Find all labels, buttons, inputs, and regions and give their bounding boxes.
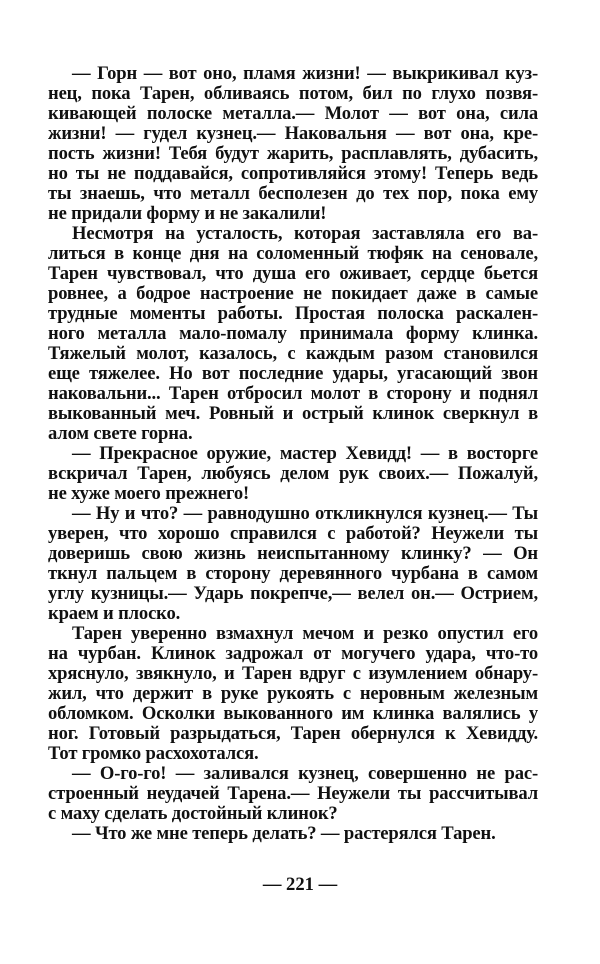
text-line: не придали форму и не закалили!: [48, 203, 327, 224]
text-line: краем и плоско.: [48, 603, 181, 624]
text-line: ровнее, а бодрое настроение не покидает даже в самые: [48, 283, 538, 304]
text-line: кивающей полоске металла.— Молот — вот она, сила: [48, 103, 538, 124]
text-line: Тарен уверенно взмахнул мечом и резко опустил его: [72, 623, 538, 644]
page-number: — 221 —: [262, 874, 338, 895]
text-line: пость жизни! Тебя будут жарить, расплавлять, дубасить,: [48, 143, 538, 164]
book-page-text: [48, 64, 538, 844]
text-line: обломком. Осколки выкованного им клинка валялись у: [48, 703, 538, 724]
text-line: — Ну и что? — равнодушно откликнулся кузнец.— Ты: [72, 503, 538, 524]
text-line: алом свете горна.: [48, 423, 193, 444]
text-line: — Прекрасное оружие, мастер Хевидд! — в восторге: [72, 443, 538, 464]
text-line: ного металла мало-помалу принимала форму клинка.: [48, 323, 538, 344]
text-line: Тяжелый молот, казалось, с каждым разом становился: [48, 343, 538, 364]
text-line: — О-го-го! — заливался кузнец, совершенно не рас-: [72, 763, 538, 784]
text-line: наковальни... Тарен отбросил молот в сторону и поднял: [48, 383, 538, 404]
text-line: трудные моменты работы. Простая полоска раскален-: [48, 303, 538, 324]
text-line: ткнул пальцем в сторону деревянного чурбана в самом: [48, 563, 538, 584]
text-line: доверишь свою жизнь неиспытанному клинку? — Он: [48, 543, 538, 564]
text-line: хряснуло, звякнуло, и Тарен вдруг с изумлением обнару-: [48, 663, 538, 684]
text-line: Несмотря на усталость, которая заставляла его ва-: [72, 223, 538, 244]
text-line: Тот громко расхохотался.: [48, 743, 259, 764]
text-line: но ты не поддавайся, сопротивляйся этому! Теперь ведь: [48, 163, 538, 184]
text-line: ты знаешь, что металл бесполезен до тех пор, пока ему: [48, 183, 538, 204]
text-line: Тарен чувствовал, что душа его оживает, сердце бьется: [48, 263, 538, 284]
text-line: нец, пока Тарен, обливаясь потом, бил по глухо позвя-: [48, 83, 538, 104]
text-line: ног. Готовый разрыдаться, Тарен обернулся к Хевидду.: [48, 723, 538, 744]
text-line: выкованный меч. Ровный и острый клинок сверкнул в: [48, 403, 538, 424]
text-line: вскричал Тарен, любуясь делом рук своих.— Пожалуй,: [48, 463, 538, 484]
text-line: на чурбан. Клинок задрожал от могучего удара, что-то: [48, 643, 538, 664]
text-line: литься в конце дня на соломенный тюфяк на сеновале,: [48, 243, 538, 264]
text-line: строенный неудачей Тарена.— Неужели ты рассчитывал: [48, 783, 538, 804]
text-line: еще тяжелее. Но вот последние удары, угасающий звон: [48, 363, 538, 384]
text-line: углу кузницы.— Ударь покрепче,— велел он.— Острием,: [48, 583, 538, 604]
text-line: жизни! — гудел кузнец.— Наковальня — вот она, кре-: [48, 123, 538, 144]
text-line: — Что же мне теперь делать? — растерялся Тарен.: [72, 823, 496, 844]
text-line: жил, что держит в руке рукоять с неровным железным: [48, 683, 538, 704]
text-line: уверен, что хорошо справился с работой? Неужели ты: [48, 523, 538, 544]
text-line: не хуже моего прежнего!: [48, 483, 250, 504]
text-line: с маху сделать достойный клинок?: [48, 803, 338, 824]
text-line: — Горн — вот оно, пламя жизни! — выкрикивал куз-: [72, 63, 538, 84]
